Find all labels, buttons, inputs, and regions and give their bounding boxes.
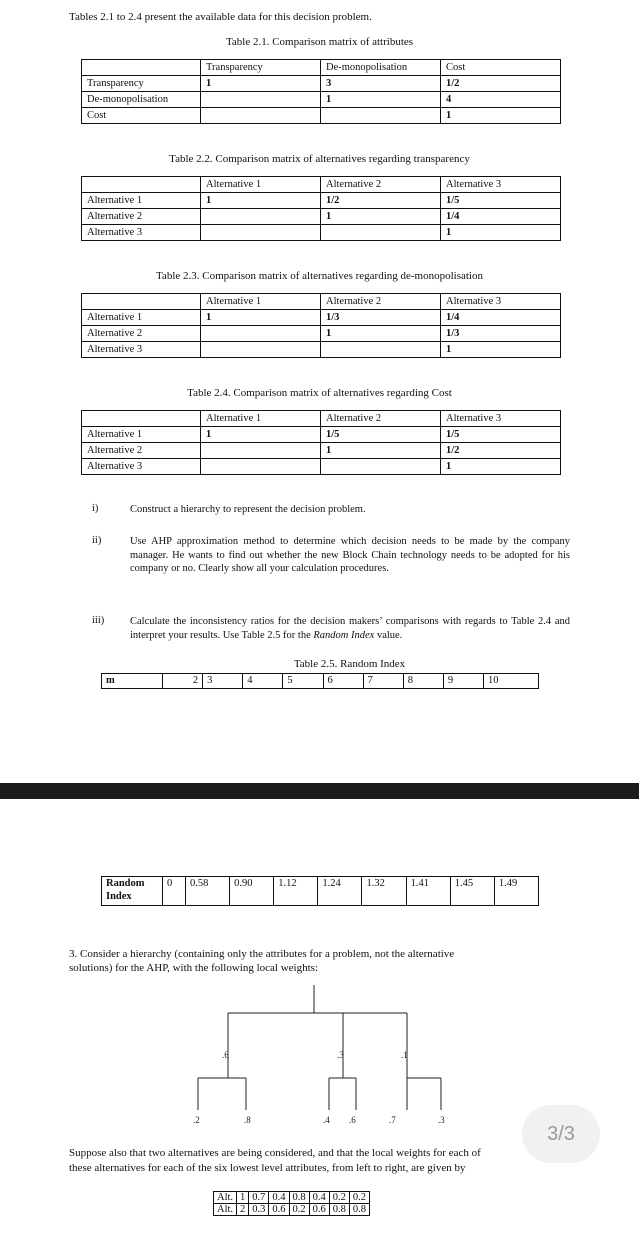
table-cell: 1 (201, 76, 321, 92)
table-cell: 1.32 (362, 877, 406, 906)
row-label: Alternative 2 (82, 209, 201, 225)
table-cell: 0 (163, 877, 186, 906)
table-cell: 0.4 (309, 1192, 329, 1204)
row-label: Alternative 3 (82, 225, 201, 241)
row-label: Alternative 2 (82, 326, 201, 342)
q3-line-3: Suppose also that two alternatives are being considered, and that the local weights for each of (69, 1147, 481, 1159)
table-cell: 1/2 (441, 443, 561, 459)
table-cell: 1/5 (441, 427, 561, 443)
table-cell: 0.2 (349, 1192, 369, 1204)
table-cell: 0.2 (289, 1204, 309, 1216)
table-cell (201, 326, 321, 342)
question-number: i) (92, 503, 99, 514)
table-cell: 1 (237, 1192, 249, 1204)
table-cell: 7 (363, 674, 403, 689)
table-header: De-monopolisation (321, 60, 441, 76)
table-cell: 2 (163, 674, 203, 689)
table-cell (201, 92, 321, 108)
ri-label-line: Random (106, 878, 145, 889)
q3-line-4: these alternatives for each of the six lowest level attributes, from left to right, are given by (69, 1162, 466, 1174)
table-header: Cost (441, 60, 561, 76)
row-label: Alternative 1 (82, 310, 201, 326)
table-2-4 (81, 410, 561, 475)
row-label: De-monopolisation (82, 92, 201, 108)
question-text-emphasis: Random Index (313, 629, 375, 641)
table-cell: 10 (484, 674, 539, 689)
table-cell: 1.45 (450, 877, 494, 906)
table-cell: 1 (321, 443, 441, 459)
table-cell: 0.3 (249, 1204, 269, 1216)
table-cell: 9 (443, 674, 483, 689)
table-cell: 0.6 (269, 1204, 289, 1216)
table-header: Alternative 2 (321, 294, 441, 310)
q3-line-1: 3. Consider a hierarchy (containing only the attributes for a problem, not the alternative (69, 948, 455, 960)
table-header: Alternative 1 (201, 294, 321, 310)
row-label: Alternative 3 (82, 459, 201, 475)
table-header: Alternative 1 (201, 411, 321, 427)
table-cell (82, 411, 201, 427)
table-cell: 4 (441, 92, 561, 108)
table-cell: 0.8 (289, 1192, 309, 1204)
table-cell: 1/5 (441, 193, 561, 209)
weight-label: .1 (401, 1050, 408, 1060)
table-cell: 8 (403, 674, 443, 689)
table-cell: 0.8 (349, 1204, 369, 1216)
weight-label: .4 (323, 1115, 330, 1125)
table-cell: 1 (441, 459, 561, 475)
alternative-weights-table (213, 1191, 370, 1216)
table-cell: 1 (441, 108, 561, 124)
row-label: Alternative 1 (82, 427, 201, 443)
table-2-5-m-row (101, 673, 539, 689)
table-cell: 1/5 (321, 427, 441, 443)
table-cell (82, 60, 201, 76)
table-cell: 1 (441, 342, 561, 358)
table-cell (321, 225, 441, 241)
table-cell (321, 108, 441, 124)
table-2-5-caption: Table 2.5. Random Index (293, 658, 406, 670)
table-cell: 1 (321, 92, 441, 108)
question-text-part: Calculate the inconsistency ratios for the decision makers’ comparisons with regards to Table 2.4 and interpret your results. Use Table 2.5 for the (130, 616, 570, 641)
table-cell (201, 443, 321, 459)
table-cell: 3 (321, 76, 441, 92)
table-header: Alternative 2 (321, 177, 441, 193)
table-cell: 1 (201, 427, 321, 443)
row-label: Alternative 1 (82, 193, 201, 209)
table-cell: 1.24 (318, 877, 362, 906)
table-cell (321, 459, 441, 475)
table-cell: 4 (243, 674, 283, 689)
question-text-part: value. (374, 629, 403, 641)
q3-line-2: solutions) for the AHP, with the following local weights: (69, 962, 319, 974)
table-2-1 (81, 59, 561, 124)
table-cell (201, 209, 321, 225)
question-number: iii) (92, 615, 105, 626)
question-text: Construct a hierarchy to represent the decision problem. (130, 504, 366, 515)
question-text: Use AHP approximation method to determine which decision needs to be made by the company manager. He wants to find out whether the new Block Chain technology needs to be adopted for his company or no. Clearly show all your calculation procedures. (130, 536, 570, 574)
table-2-4-caption: Table 2.4. Comparison matrix of alternatives regarding Cost (187, 387, 452, 399)
table-cell: 5 (283, 674, 323, 689)
table-cell: 1.49 (494, 877, 538, 906)
table-header: m (102, 674, 163, 689)
weight-label: .8 (244, 1115, 251, 1125)
table-cell: 3 (203, 674, 243, 689)
table-cell (82, 177, 201, 193)
table-cell (321, 342, 441, 358)
table-cell: 0.2 (329, 1192, 349, 1204)
table-cell: 1/4 (441, 310, 561, 326)
table-cell (201, 459, 321, 475)
intro-text: Tables 2.1 to 2.4 present the available data for this decision problem. (69, 11, 372, 23)
table-2-3 (81, 293, 561, 358)
table-2-1-caption: Table 2.1. Comparison matrix of attributes (225, 36, 414, 48)
table-cell: 1 (321, 326, 441, 342)
weight-label: .6 (222, 1050, 229, 1060)
table-cell: 1.41 (406, 877, 450, 906)
table-cell: 1/2 (321, 193, 441, 209)
table-2-5-ri-row (101, 876, 539, 906)
weight-label: .3 (438, 1115, 445, 1125)
row-label: Transparency (82, 76, 201, 92)
table-cell: 1.12 (274, 877, 318, 906)
weight-label: .3 (337, 1050, 344, 1060)
table-2-2-caption: Table 2.2. Comparison matrix of alternatives regarding transparency (169, 153, 470, 165)
table-2-3-caption: Table 2.3. Comparison matrix of alternatives regarding de-monopolisation (155, 270, 483, 282)
table-cell: 1/3 (441, 326, 561, 342)
table-header: Transparency (201, 60, 321, 76)
table-cell: Alt. (214, 1204, 237, 1216)
weight-label: .2 (193, 1115, 200, 1125)
question-number: ii) (92, 535, 102, 546)
table-cell (201, 225, 321, 241)
weight-label: .6 (349, 1115, 356, 1125)
ri-label-line: Index (106, 891, 132, 902)
weight-label: .7 (389, 1115, 396, 1125)
table-2-2 (81, 176, 561, 241)
table-header: Alternative 1 (201, 177, 321, 193)
table-cell: 2 (237, 1204, 249, 1216)
table-header (102, 877, 163, 906)
row-label: Alternative 2 (82, 443, 201, 459)
table-cell (82, 294, 201, 310)
table-cell: 0.58 (185, 877, 229, 906)
table-cell: 1/4 (441, 209, 561, 225)
table-header: Alternative 3 (441, 177, 561, 193)
table-header: Alternative 2 (321, 411, 441, 427)
table-cell: 0.8 (329, 1204, 349, 1216)
row-label: Alternative 3 (82, 342, 201, 358)
table-cell: 1 (201, 193, 321, 209)
table-cell (201, 342, 321, 358)
page-divider (0, 783, 639, 799)
page-indicator[interactable]: 3/3 (522, 1105, 600, 1163)
table-cell: 1 (441, 225, 561, 241)
table-header: Alternative 3 (441, 294, 561, 310)
table-cell: 0.4 (269, 1192, 289, 1204)
table-cell: 0.90 (230, 877, 274, 906)
table-cell: 1/2 (441, 76, 561, 92)
table-cell: 1/3 (321, 310, 441, 326)
question-text (130, 615, 570, 642)
table-header: Alternative 3 (441, 411, 561, 427)
table-cell: 0.7 (249, 1192, 269, 1204)
table-cell: 6 (323, 674, 363, 689)
row-label: Cost (82, 108, 201, 124)
table-cell: 0.6 (309, 1204, 329, 1216)
table-cell: Alt. (214, 1192, 237, 1204)
table-cell: 1 (321, 209, 441, 225)
table-cell (201, 108, 321, 124)
table-cell: 1 (201, 310, 321, 326)
